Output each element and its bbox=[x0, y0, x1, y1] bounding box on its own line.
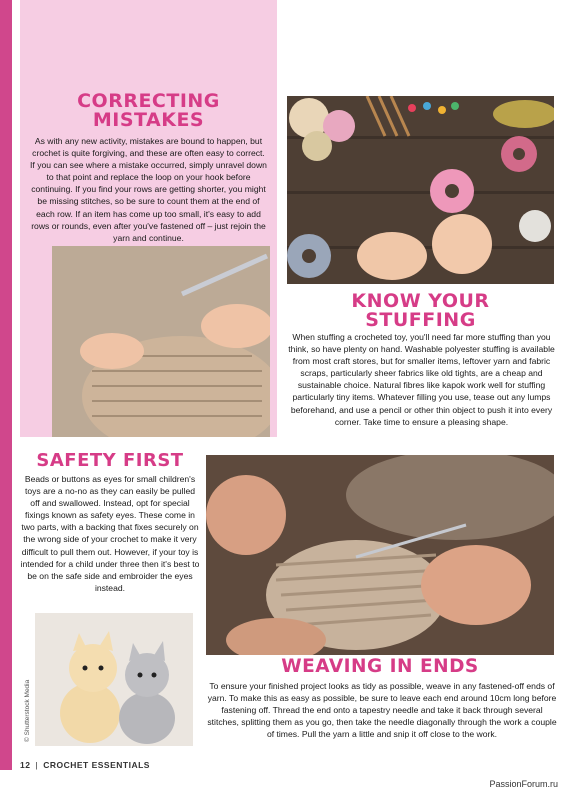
correcting-mistakes-body: As with any new activity, mistakes are bound to happen, but crochet is quite forgiving, and these are often easy to correct. If you can see where a mistake occurred, simply unravel down to that point and replace the loop on your hook before continuing. If you find your rows are getting shorter, you might be missing stitches, so be sure to count them at the end of each row. If an item has come up too small, it's easy to add rows or rounds, even after you've fastened off – just rejoin the yarn and continue. bbox=[30, 136, 267, 243]
stuffing-heading-line2: STUFFING bbox=[365, 309, 476, 332]
weaving-in-ends-body: To ensure your finished project looks as tidy as possible, weave in any fastened-off ends of yarn. To make this as easy as possible, be sure to leave each end around 10cm long before fastening off. Thread the end onto a tapestry needle and take it back through several stitches, splitting them as you go, then take the needle diagonally through the work a couple of times. Pull the yarn a little and snip it off close to the work. bbox=[207, 681, 557, 740]
weaving-ends-photo bbox=[206, 455, 554, 655]
page-number: 12 bbox=[20, 760, 31, 770]
photo-credit: © Shutterstock Media bbox=[24, 679, 31, 742]
correcting-heading-line2: MISTAKES bbox=[92, 109, 205, 132]
stuffing-toy-photo bbox=[287, 96, 554, 284]
footer-separator: | bbox=[35, 760, 39, 770]
safety-first-heading: SAFETY FIRST bbox=[36, 450, 184, 471]
weaving-in-ends-heading: WEAVING IN ENDS bbox=[281, 656, 479, 677]
watermark: PassionForum.ru bbox=[489, 779, 558, 789]
magazine-name: CROCHET ESSENTIALS bbox=[43, 760, 150, 770]
safety-first-body: Beads or buttons as eyes for small children's toys are a no-no as they can easily be pulled off and swallowed. Instead, opt for special fixings known as safety eyes. These come in two parts, with a backing that fixes securely on the wrong side of your crochet to make it very difficult to pull them out. However, if your toy is intended for a child under three then it's best to be on the safe side and embroider the eyes instead. bbox=[20, 474, 200, 593]
know-your-stuffing-heading bbox=[287, 292, 554, 331]
crochet-hook-photo bbox=[52, 246, 270, 437]
crochet-cats-photo bbox=[35, 613, 193, 746]
stuffing-heading-line1: KNOW YOUR bbox=[351, 290, 490, 312]
correcting-mistakes-heading bbox=[30, 92, 267, 131]
left-accent-rule bbox=[0, 0, 12, 770]
correcting-heading-line1: CORRECTING bbox=[77, 90, 220, 112]
page-footer bbox=[20, 760, 150, 770]
know-your-stuffing-body: When stuffing a crocheted toy, you'll need far more stuffing than you think, so have plenty on hand. Washable polyester stuffing is available from most craft stores, but for smaller items, leftover yarn and fabric scraps, particularly sheer fabrics like old tights, are a cheap and sustainable choice. Natural fibres like kapok work well for stuffing particularly tiny items. Whatever filling you use, tease out any lumps beforehand, and use a pencil or other thin object to push it into every corner. Take time to ensure a pleasing shape. bbox=[288, 332, 555, 427]
